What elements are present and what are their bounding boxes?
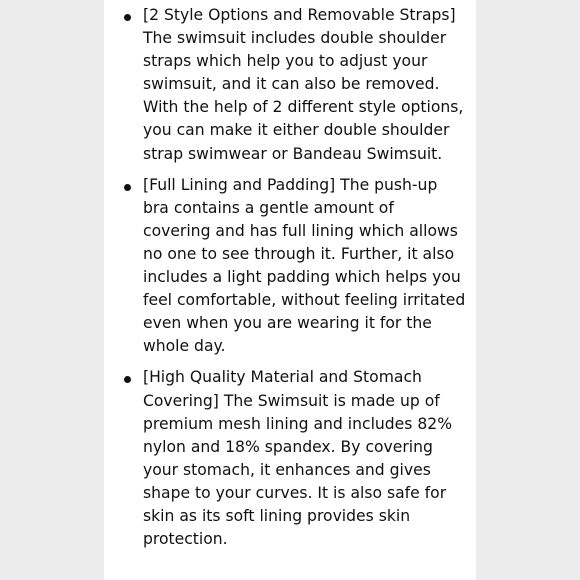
- bullet-dot-icon: [124, 376, 131, 383]
- feature-bullet-list: [104, 4, 476, 559]
- feature-bullet-straps: [104, 4, 476, 166]
- feature-bullet-lining: [104, 174, 476, 359]
- product-description-panel: [104, 0, 476, 580]
- feature-bullet-material: [104, 366, 476, 551]
- feature-bullet-text: [Full Lining and Padding] The push-up bra contains a gentle amount of covering and has full lining which allows no one to see through it. Further, it also includes a light padding which helps you feel comfortable, without feeling irritated even when you are wearing it for the whole day.: [143, 175, 466, 356]
- bullet-dot-icon: [124, 14, 131, 21]
- bullet-dot-icon: [124, 184, 131, 191]
- feature-bullet-text: [High Quality Material and Stomach Covering] The Swimsuit is made up of premium mesh lining and includes 82% nylon and 18% spandex. By covering your stomach, it enhances and gives shape to your curves. It is also safe for skin as its soft lining provides skin protection.: [143, 368, 453, 549]
- feature-bullet-text: [2 Style Options and Removable Straps] The swimsuit includes double shoulder straps which help you to adjust your swimsuit, and it can also be removed. With the help of 2 different style options, you can make it either double shoulder strap swimwear or Bandeau Swimsuit.: [143, 6, 464, 163]
